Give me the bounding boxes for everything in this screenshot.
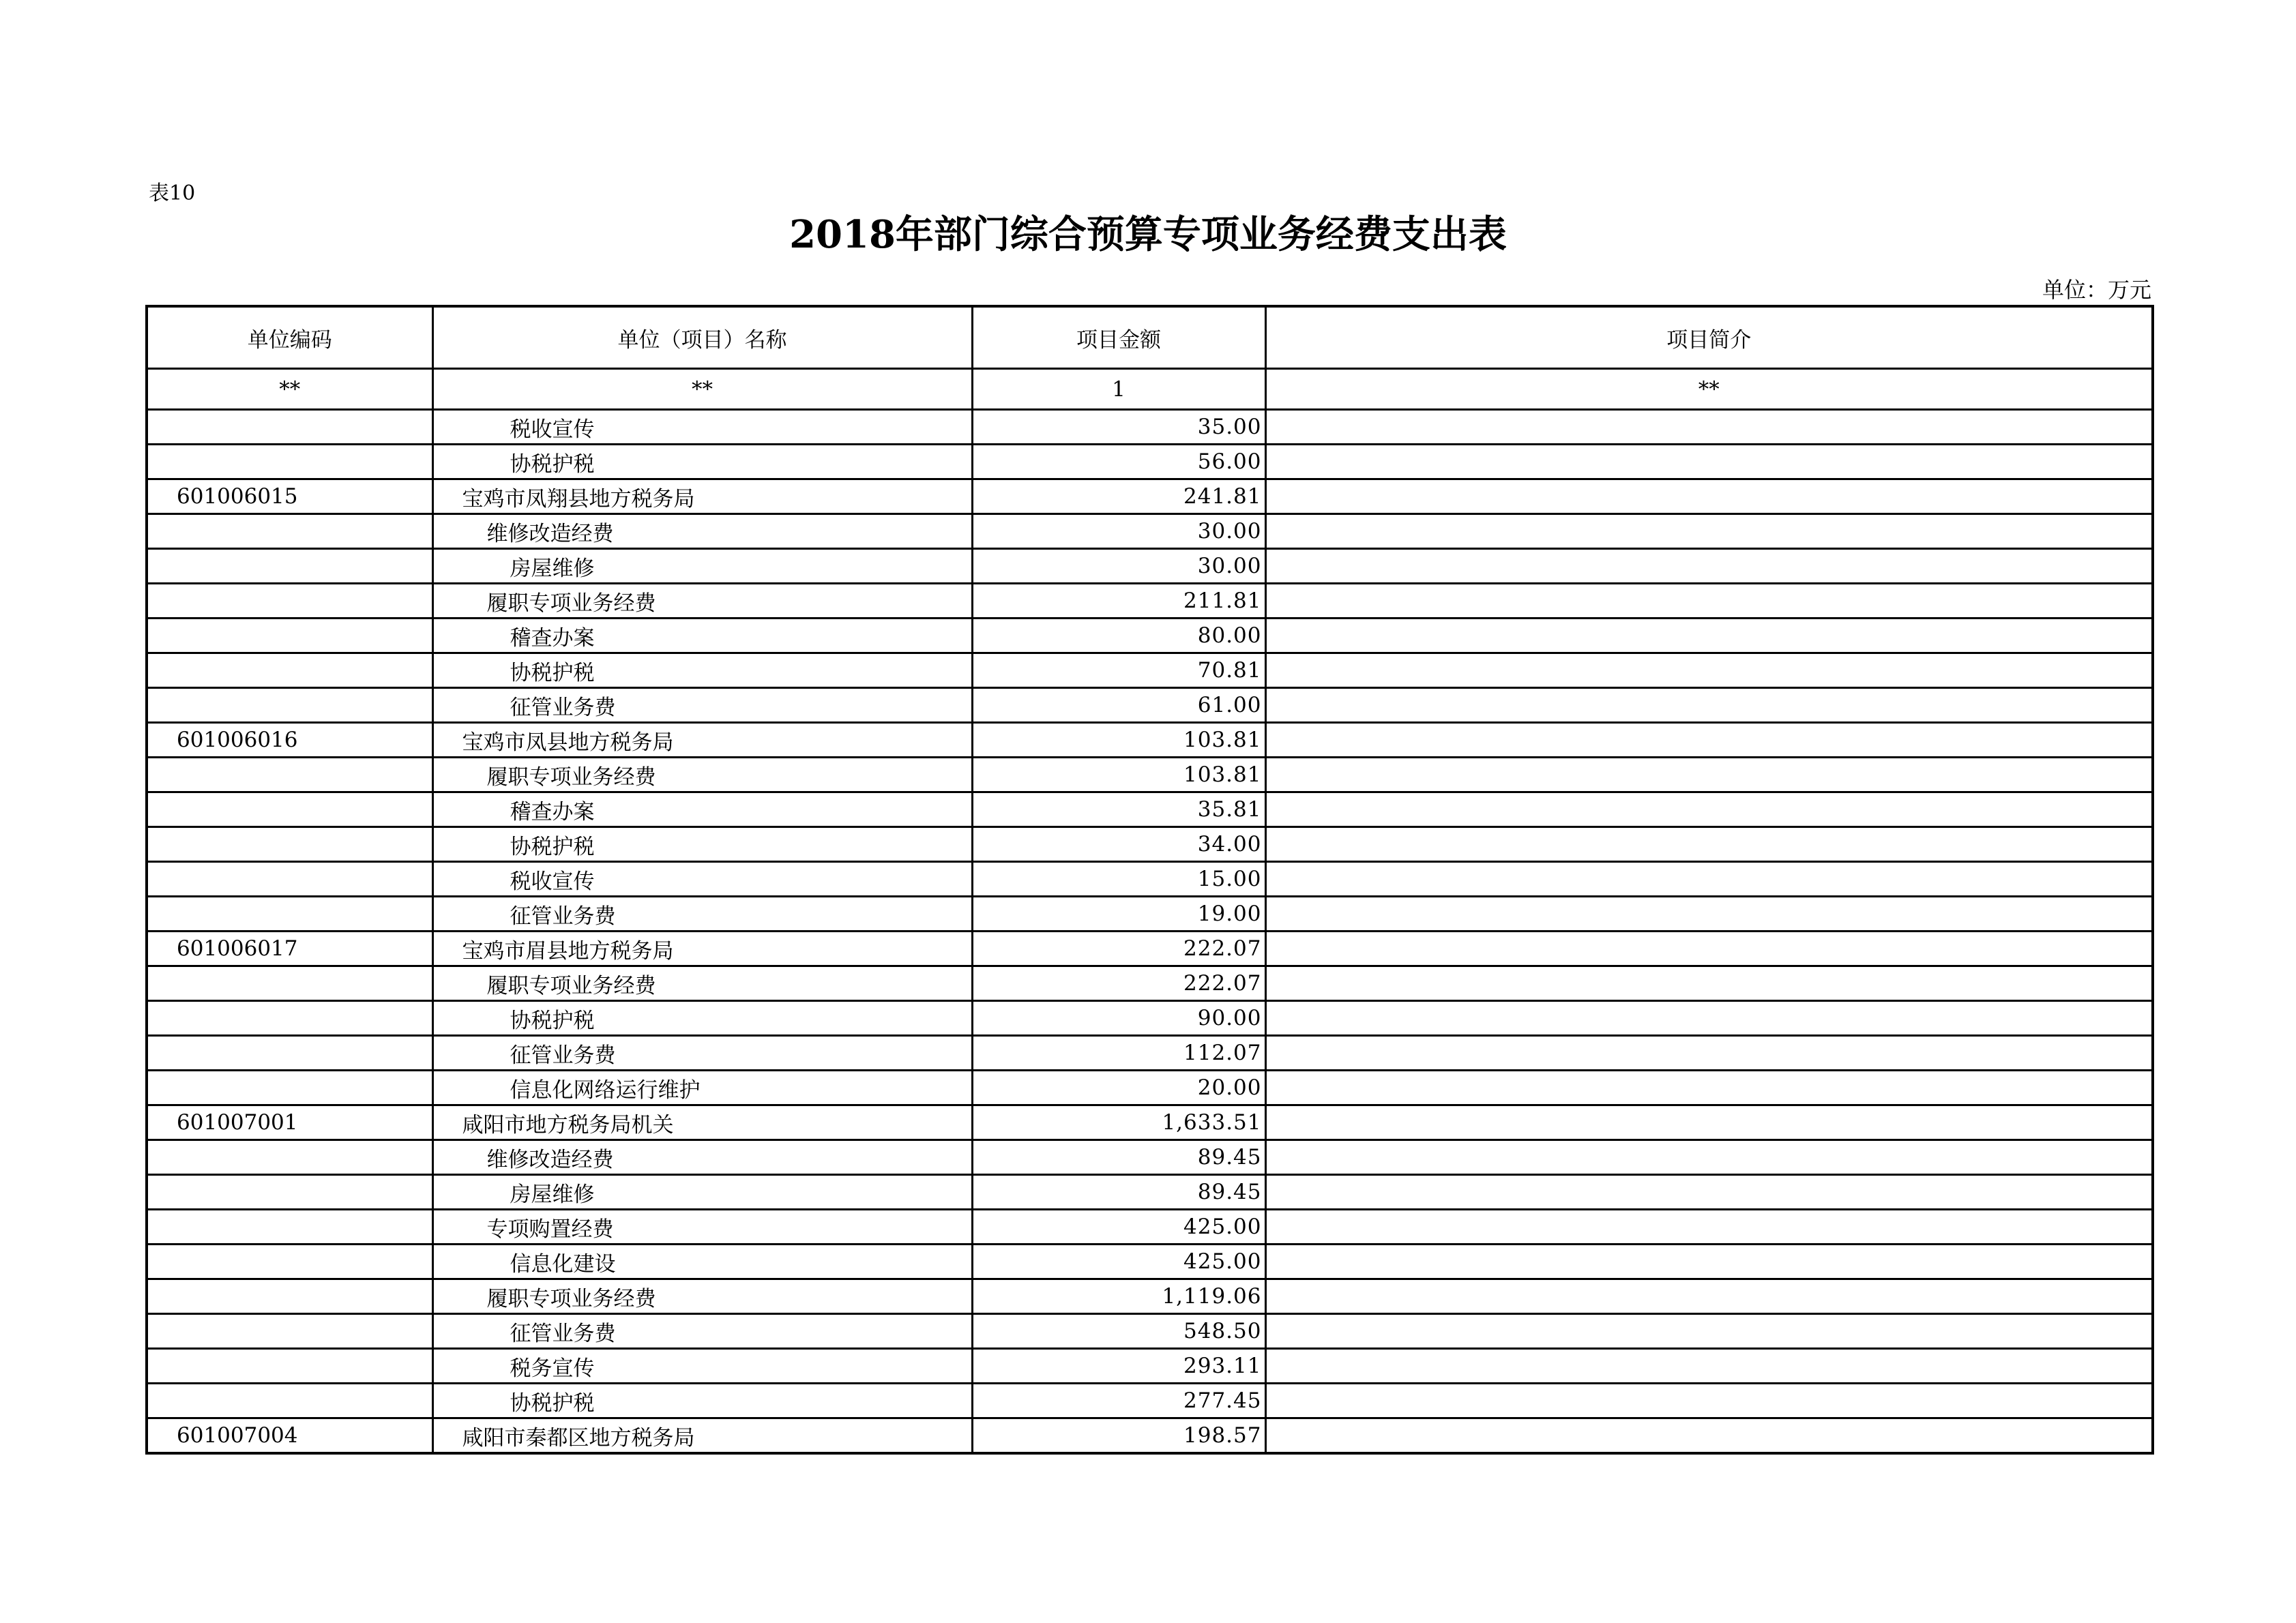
marker-cell: 1 [972,369,1265,410]
table-row [147,827,2153,862]
table-row [147,1175,2153,1210]
amount-cell: 15.00 [972,862,1265,897]
unit-code-cell [147,1314,432,1349]
marker-row [147,369,2153,410]
table-row [147,723,2153,758]
amount-cell: 30.00 [972,549,1265,584]
unit-code-cell [147,445,432,479]
amount-cell: 103.81 [972,723,1265,758]
unit-name-cell: 咸阳市地方税务局机关 [432,1105,972,1140]
table-row [147,792,2153,827]
unit-code-cell [147,1245,432,1279]
table-row [147,1105,2153,1140]
description-cell [1265,932,2153,966]
table-row [147,1279,2153,1314]
unit-name-cell: 履职专项业务经费 [432,1279,972,1314]
amount-cell: 70.81 [972,653,1265,688]
unit-name-cell: 宝鸡市凤县地方税务局 [432,723,972,758]
unit-code-cell [147,549,432,584]
unit-name-cell: 协税护税 [432,445,972,479]
table-row [147,1036,2153,1071]
unit-code-cell [147,897,432,932]
unit-code-cell: 601007004 [147,1418,432,1454]
description-cell [1265,1418,2153,1454]
unit-label: 单位：万元 [2042,277,2151,303]
description-cell [1265,1210,2153,1245]
description-cell [1265,653,2153,688]
unit-name-cell: 维修改造经费 [432,1140,972,1175]
table-row [147,862,2153,897]
description-cell [1265,479,2153,514]
unit-code-cell [147,1001,432,1036]
amount-cell: 548.50 [972,1314,1265,1349]
description-cell [1265,445,2153,479]
unit-code-cell: 601006017 [147,932,432,966]
table-row [147,688,2153,723]
unit-code-cell [147,966,432,1001]
unit-name-cell: 专项购置经费 [432,1210,972,1245]
description-cell [1265,410,2153,445]
unit-name-cell: 征管业务费 [432,688,972,723]
description-cell [1265,862,2153,897]
unit-code-cell [147,688,432,723]
table-row [147,479,2153,514]
amount-cell: 89.45 [972,1140,1265,1175]
amount-cell: 80.00 [972,619,1265,653]
unit-name-cell: 信息化建设 [432,1245,972,1279]
amount-cell: 90.00 [972,1001,1265,1036]
unit-code-cell [147,1140,432,1175]
description-cell [1265,1175,2153,1210]
unit-name-cell: 协税护税 [432,653,972,688]
header-unit-name: 单位（项目）名称 [432,306,972,369]
unit-code-cell [147,1175,432,1210]
amount-cell: 19.00 [972,897,1265,932]
amount-cell: 20.00 [972,1071,1265,1105]
amount-cell: 293.11 [972,1349,1265,1384]
unit-name-cell: 咸阳市秦都区地方税务局 [432,1418,972,1454]
header-row [147,306,2153,369]
description-cell [1265,1349,2153,1384]
amount-cell: 112.07 [972,1036,1265,1071]
table-row [147,932,2153,966]
table-row [147,1001,2153,1036]
description-cell [1265,688,2153,723]
unit-code-cell [147,653,432,688]
description-cell [1265,1036,2153,1071]
unit-name-cell: 税收宣传 [432,410,972,445]
unit-name-cell: 征管业务费 [432,1314,972,1349]
unit-name-cell: 税务宣传 [432,1349,972,1384]
description-cell [1265,1140,2153,1175]
table-row [147,514,2153,549]
table-row [147,1140,2153,1175]
amount-cell: 1,119.06 [972,1279,1265,1314]
table-row [147,1071,2153,1105]
table-row [147,445,2153,479]
unit-code-cell [147,792,432,827]
unit-code-cell [147,862,432,897]
amount-cell: 61.00 [972,688,1265,723]
table-row [147,653,2153,688]
description-cell [1265,1105,2153,1140]
unit-name-cell: 房屋维修 [432,549,972,584]
table-row [147,410,2153,445]
unit-name-cell: 房屋维修 [432,1175,972,1210]
amount-cell: 222.07 [972,932,1265,966]
amount-cell: 89.45 [972,1175,1265,1210]
unit-code-cell [147,1210,432,1245]
description-cell [1265,1071,2153,1105]
description-cell [1265,758,2153,792]
header-description: 项目简介 [1265,306,2153,369]
amount-cell: 211.81 [972,584,1265,619]
unit-name-cell: 征管业务费 [432,1036,972,1071]
unit-name-cell: 信息化网络运行维护 [432,1071,972,1105]
unit-code-cell: 601007001 [147,1105,432,1140]
marker-cell: ** [432,369,972,410]
amount-cell: 103.81 [972,758,1265,792]
unit-name-cell: 维修改造经费 [432,514,972,549]
unit-name-cell: 协税护税 [432,1384,972,1418]
table-row [147,1245,2153,1279]
unit-code-cell [147,758,432,792]
unit-code-cell: 601006015 [147,479,432,514]
marker-cell: ** [1265,369,2153,410]
marker-cell: ** [147,369,432,410]
description-cell [1265,549,2153,584]
page-title: 2018年部门综合预算专项业务经费支出表 [789,212,1507,257]
table-row [147,584,2153,619]
unit-name-cell: 履职专项业务经费 [432,758,972,792]
description-cell [1265,723,2153,758]
unit-name-cell: 协税护税 [432,1001,972,1036]
unit-code-cell [147,827,432,862]
unit-name-cell: 宝鸡市眉县地方税务局 [432,932,972,966]
table-body [147,410,2153,1454]
unit-code-cell [147,1349,432,1384]
unit-code-cell [147,514,432,549]
description-cell [1265,1001,2153,1036]
amount-cell: 56.00 [972,445,1265,479]
unit-code-cell [147,410,432,445]
table-row [147,1349,2153,1384]
amount-cell: 277.45 [972,1384,1265,1418]
unit-name-cell: 履职专项业务经费 [432,584,972,619]
description-cell [1265,1384,2153,1418]
description-cell [1265,827,2153,862]
unit-code-cell [147,1384,432,1418]
table-row [147,1210,2153,1245]
description-cell [1265,619,2153,653]
table-row [147,897,2153,932]
amount-cell: 198.57 [972,1418,1265,1454]
unit-name-cell: 稽查办案 [432,619,972,653]
unit-name-cell: 征管业务费 [432,897,972,932]
header-unit-code: 单位编码 [147,306,432,369]
description-cell [1265,897,2153,932]
table-row [147,758,2153,792]
unit-code-cell [147,619,432,653]
amount-cell: 425.00 [972,1245,1265,1279]
table-row [147,1418,2153,1454]
unit-code-cell [147,1071,432,1105]
amount-cell: 30.00 [972,514,1265,549]
amount-cell: 425.00 [972,1210,1265,1245]
description-cell [1265,1314,2153,1349]
amount-cell: 34.00 [972,827,1265,862]
table-row [147,1384,2153,1418]
budget-table [145,305,2154,1455]
amount-cell: 222.07 [972,966,1265,1001]
amount-cell: 241.81 [972,479,1265,514]
amount-cell: 1,633.51 [972,1105,1265,1140]
unit-name-cell: 宝鸡市凤翔县地方税务局 [432,479,972,514]
table-row [147,1314,2153,1349]
description-cell [1265,966,2153,1001]
table-number: 表10 [149,181,196,205]
unit-code-cell [147,1279,432,1314]
unit-code-cell: 601006016 [147,723,432,758]
unit-code-cell [147,1036,432,1071]
description-cell [1265,1279,2153,1314]
unit-name-cell: 履职专项业务经费 [432,966,972,1001]
description-cell [1265,1245,2153,1279]
unit-name-cell: 税收宣传 [432,862,972,897]
table-row [147,619,2153,653]
description-cell [1265,584,2153,619]
table-row [147,549,2153,584]
amount-cell: 35.81 [972,792,1265,827]
header-amount: 项目金额 [972,306,1265,369]
description-cell [1265,514,2153,549]
unit-name-cell: 协税护税 [432,827,972,862]
unit-name-cell: 稽查办案 [432,792,972,827]
amount-cell: 35.00 [972,410,1265,445]
table-row [147,966,2153,1001]
description-cell [1265,792,2153,827]
unit-code-cell [147,584,432,619]
